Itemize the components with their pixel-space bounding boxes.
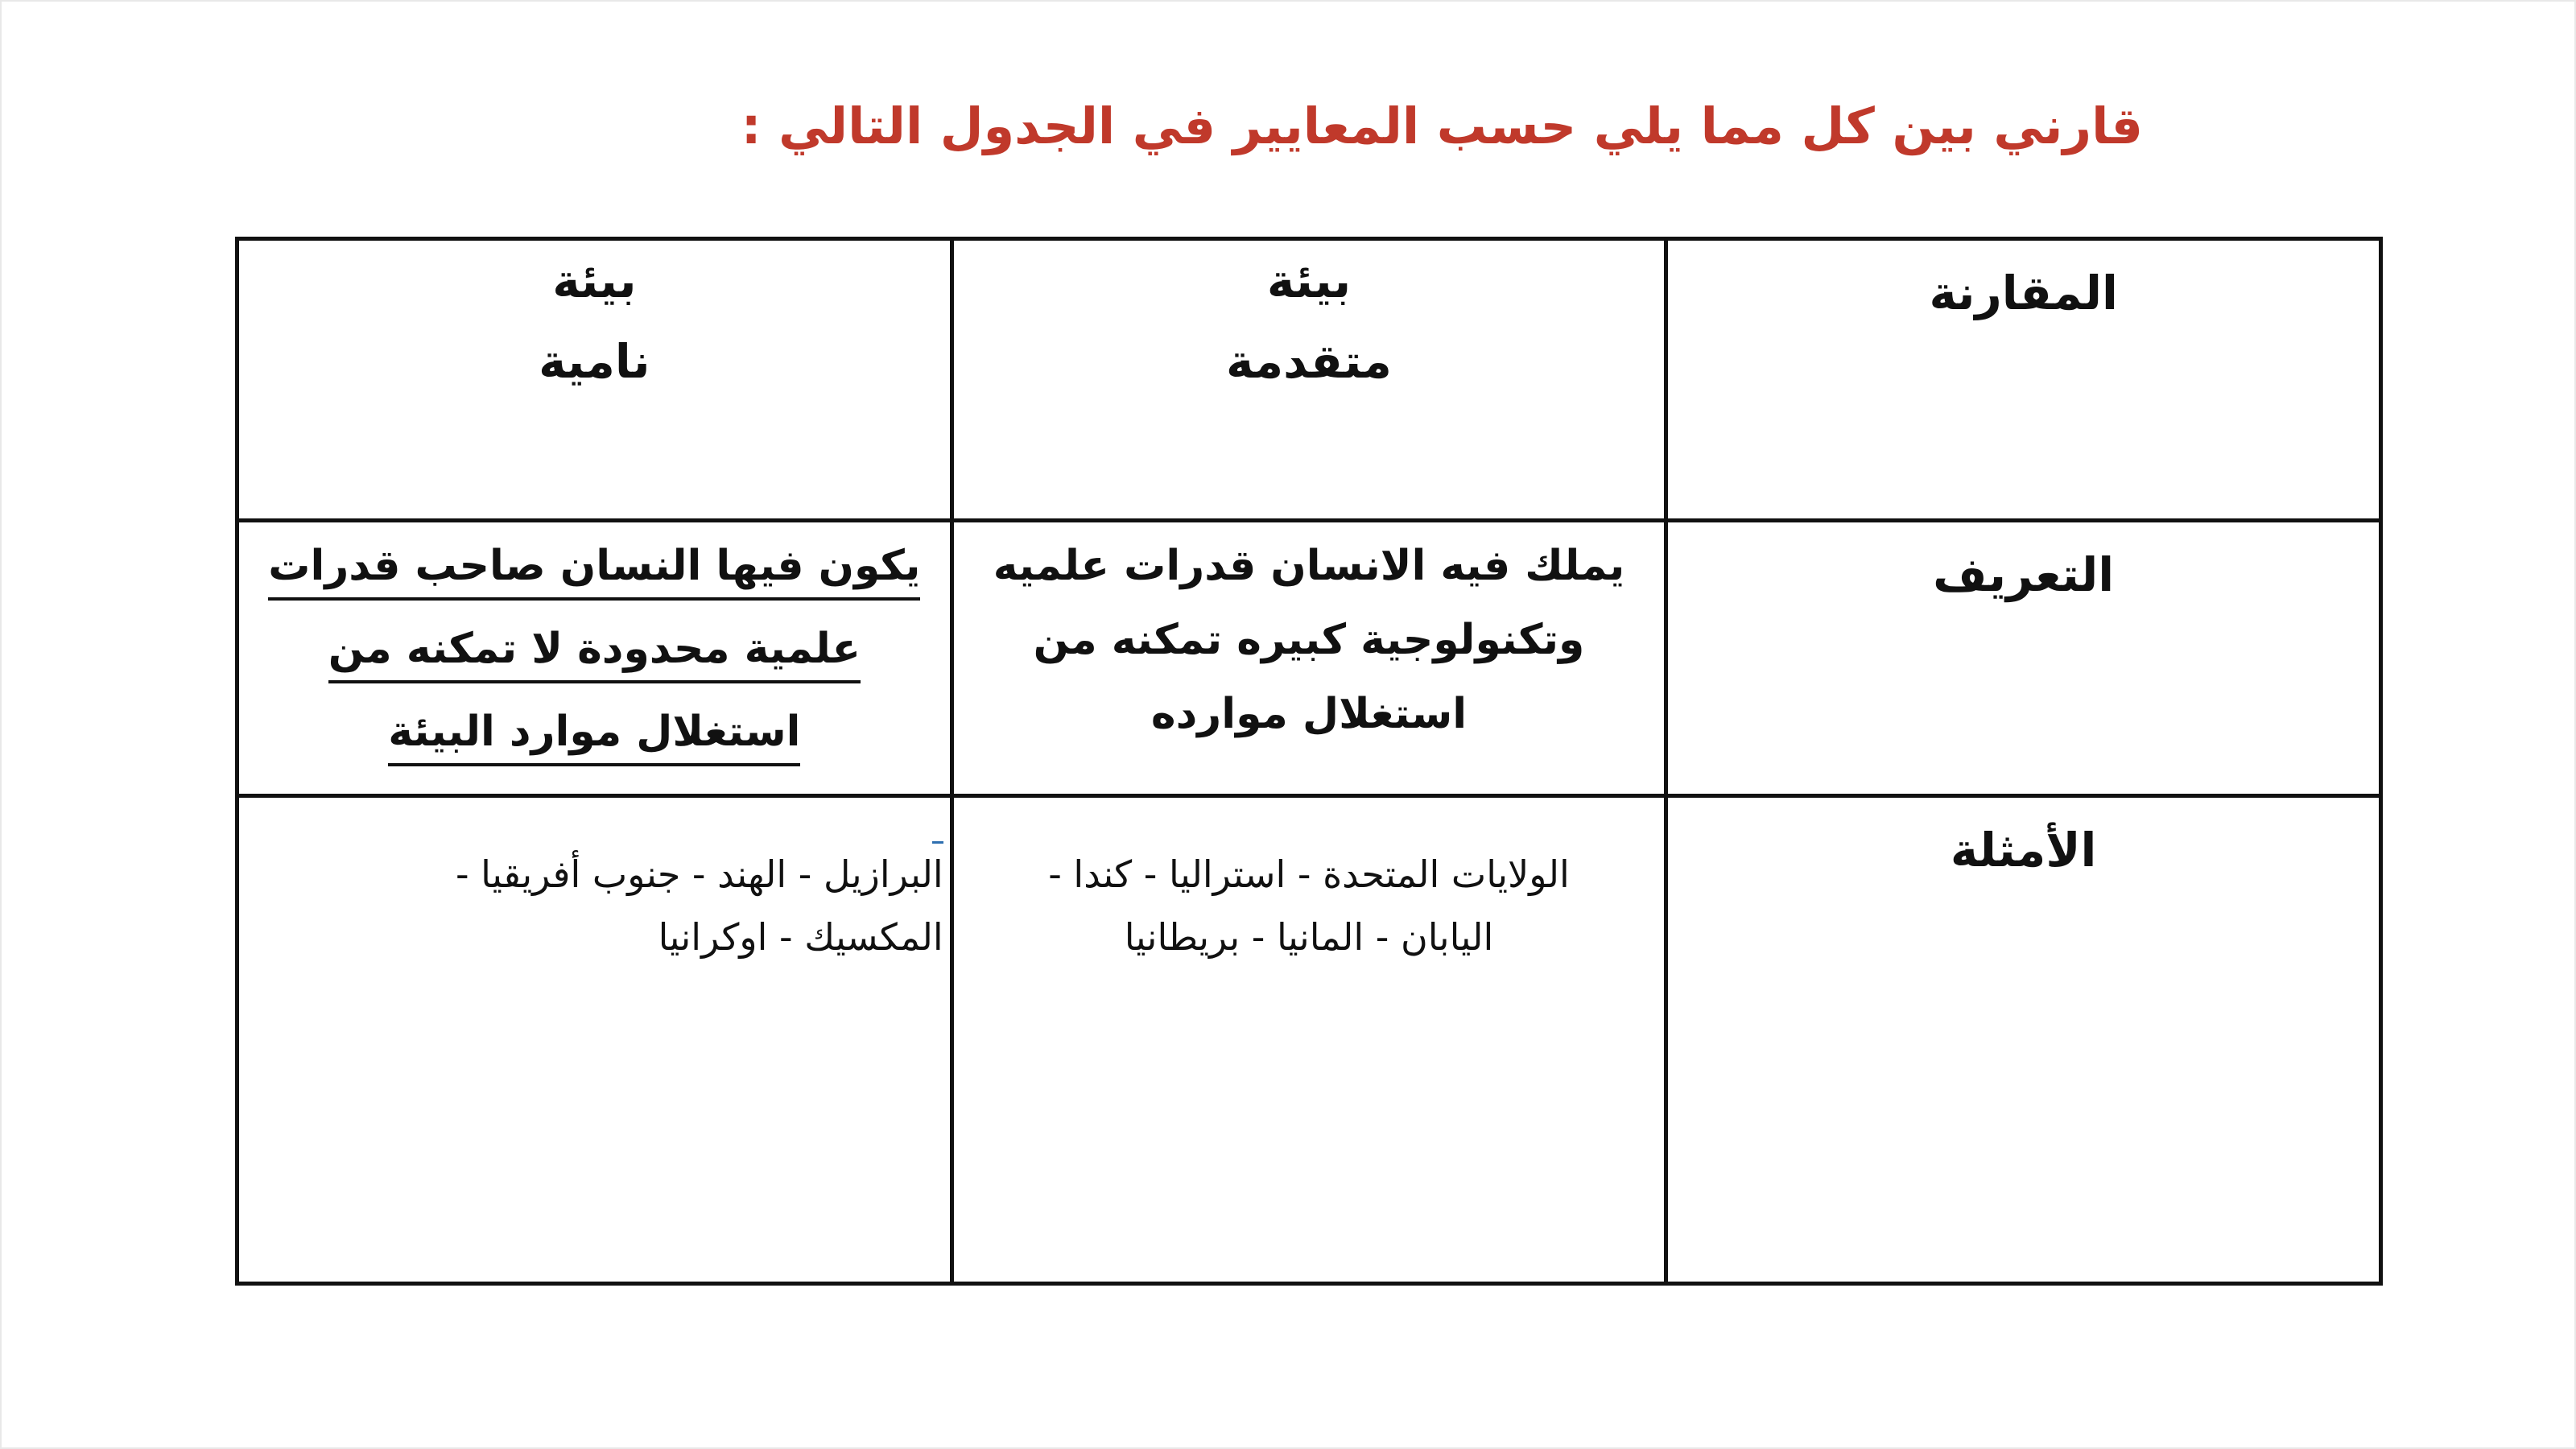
cell-advanced-definition — [952, 521, 1666, 796]
cell-developing-definition — [237, 521, 952, 796]
comparison-table — [235, 237, 2383, 1286]
advanced-definition-line-2: وتكنولوجية كبيره تمكنه من — [1033, 616, 1585, 664]
developing-definition-line-3: استغلال موارد البيئة — [388, 700, 800, 766]
cell-definition-label — [1666, 521, 2381, 796]
advanced-examples-line-2: اليابان - المانيا - بريطانيا — [1124, 915, 1494, 959]
developing-header-line-2: نامية — [539, 334, 650, 389]
developing-definition-line-1: يكون فيها النسان صاحب قدرات — [268, 535, 920, 601]
developing-examples-line-1: البرازيل - الهند - جنوب أفريقيا - — [455, 852, 943, 896]
definition-label: التعريف — [1933, 547, 2115, 602]
slide-title: قارني بين كل مما يلي حسب المعايير في الجدول التالي : — [741, 97, 2143, 155]
cell-criteria-header — [1666, 239, 2381, 521]
advanced-definition-line-3: استغلال موارده — [1150, 690, 1468, 738]
advanced-examples-line-1: الولايات المتحدة - استراليا - كندا - — [1048, 852, 1570, 896]
criteria-header-label: المقارنة — [1929, 266, 2118, 320]
cell-advanced-examples — [952, 796, 1666, 1284]
cell-developing-header — [237, 239, 952, 521]
advanced-header-line-2: متقدمة — [1226, 334, 1392, 389]
text-cursor-mark — [932, 841, 943, 844]
advanced-definition-line-1: يملك فيه الانسان قدرات علميه — [993, 542, 1625, 590]
developing-definition-line-2: علمية محدودة لا تمكنه من — [328, 617, 861, 683]
cell-developing-examples — [237, 796, 952, 1284]
table-row-header — [237, 239, 2381, 521]
developing-header-line-1: بيئة — [552, 254, 637, 308]
examples-label: الأمثلة — [1950, 823, 2097, 877]
table-row-definition — [237, 521, 2381, 796]
cell-advanced-header — [952, 239, 1666, 521]
advanced-header-line-1: بيئة — [1266, 254, 1352, 308]
developing-examples-line-2: المكسيك - اوكرانيا — [658, 915, 943, 959]
cell-examples-label — [1666, 796, 2381, 1284]
table-row-examples — [237, 796, 2381, 1284]
